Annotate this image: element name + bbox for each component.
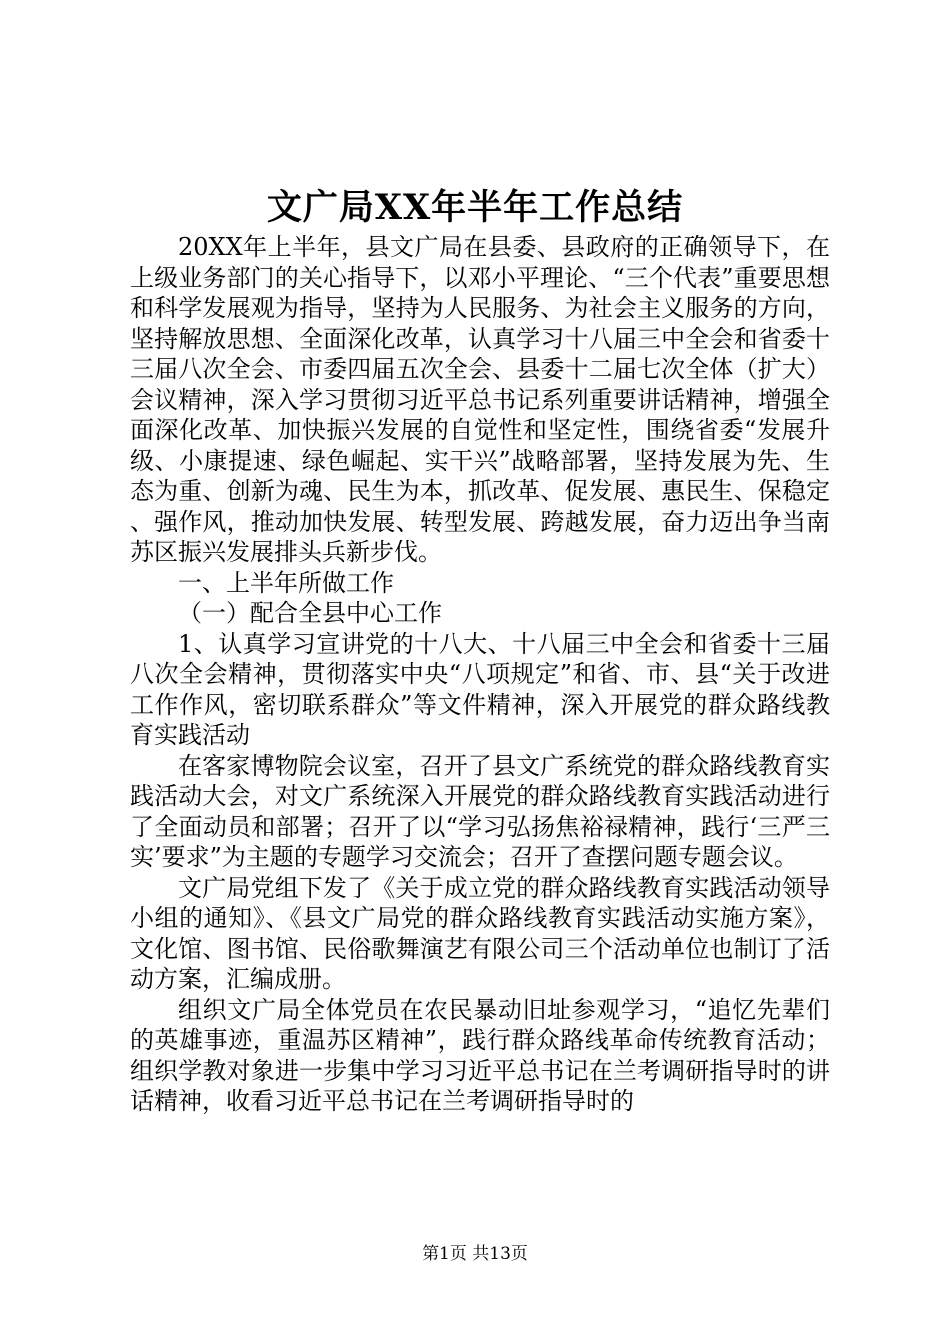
body-paragraph: 在客家博物院会议室，召开了县文广系统党的群众路线教育实践活动大会，对文广系统深入开展党的群众路线教育实践活动进行了全面动员和部署；召开了以“学习弘扬焦裕禄精神，践行‘三严三实’要求”为主题的专题学习交流会；召开了查摆问题专题会议。: [130, 751, 830, 871]
document-body: [130, 232, 830, 1117]
subsection-heading: （一）配合全县中心工作: [178, 599, 442, 627]
body-paragraph: 文广局党组下发了《关于成立党的群众路线教育实践活动领导小组的通知》、《县文广局党的群众路线教育实践活动实施方案》，文化馆、图书馆、民俗歌舞演艺有限公司三个活动单位也制订了活动方案，汇编成册。: [130, 873, 830, 993]
item-heading: 1、认真学习宣讲党的十八大、十八届三中全会和省委十三届八次全会精神，贯彻落实中央“八项规定”和省、市、县“关于改进工作作风，密切联系群众”等文件精神，深入开展党的群众路线教育实践活动: [130, 629, 830, 749]
intro-paragraph: 20XX年上半年，县文广局在县委、县政府的正确领导下，在上级业务部门的关心指导下，以邓小平理论、“三个代表”重要思想和科学发展观为指导，坚持为人民服务、为社会主义服务的方向，坚持解放思想、全面深化改革，认真学习十八届三中全会和省委十三届八次全会、市委四届五次全会、县委十二届七次全体（扩大）会议精神，深入学习贯彻习近平总书记系列重要讲话精神，增强全面深化改革、加快振兴发展的自觉性和坚定性，围绕省委“发展升级、小康提速、绿色崛起、实干兴”战略部署，坚持发展为先、生态为重、创新为魂、民生为本，抓改革、促发展、惠民生、保稳定、强作风，推动加快发展、转型发展、跨越发展，奋力迈出争当南苏区振兴发展排头兵新步伐。: [130, 233, 830, 566]
document-title: 文广局XX年半年工作总结: [266, 187, 684, 228]
section-heading: 一、上半年所做工作: [178, 568, 394, 597]
page-indicator: 第1页 共13页: [422, 1244, 528, 1264]
body-paragraph: 组织文广局全体党员在农民暴动旧址参观学习，“追忆先辈们的英雄事迹，重温苏区精神”，践行群众路线革命传统教育活动；组织学教对象进一步集中学习习近平总书记在兰考调研指导时的讲话精神，收看习近平总书记在兰考调研指导时的: [130, 995, 830, 1115]
